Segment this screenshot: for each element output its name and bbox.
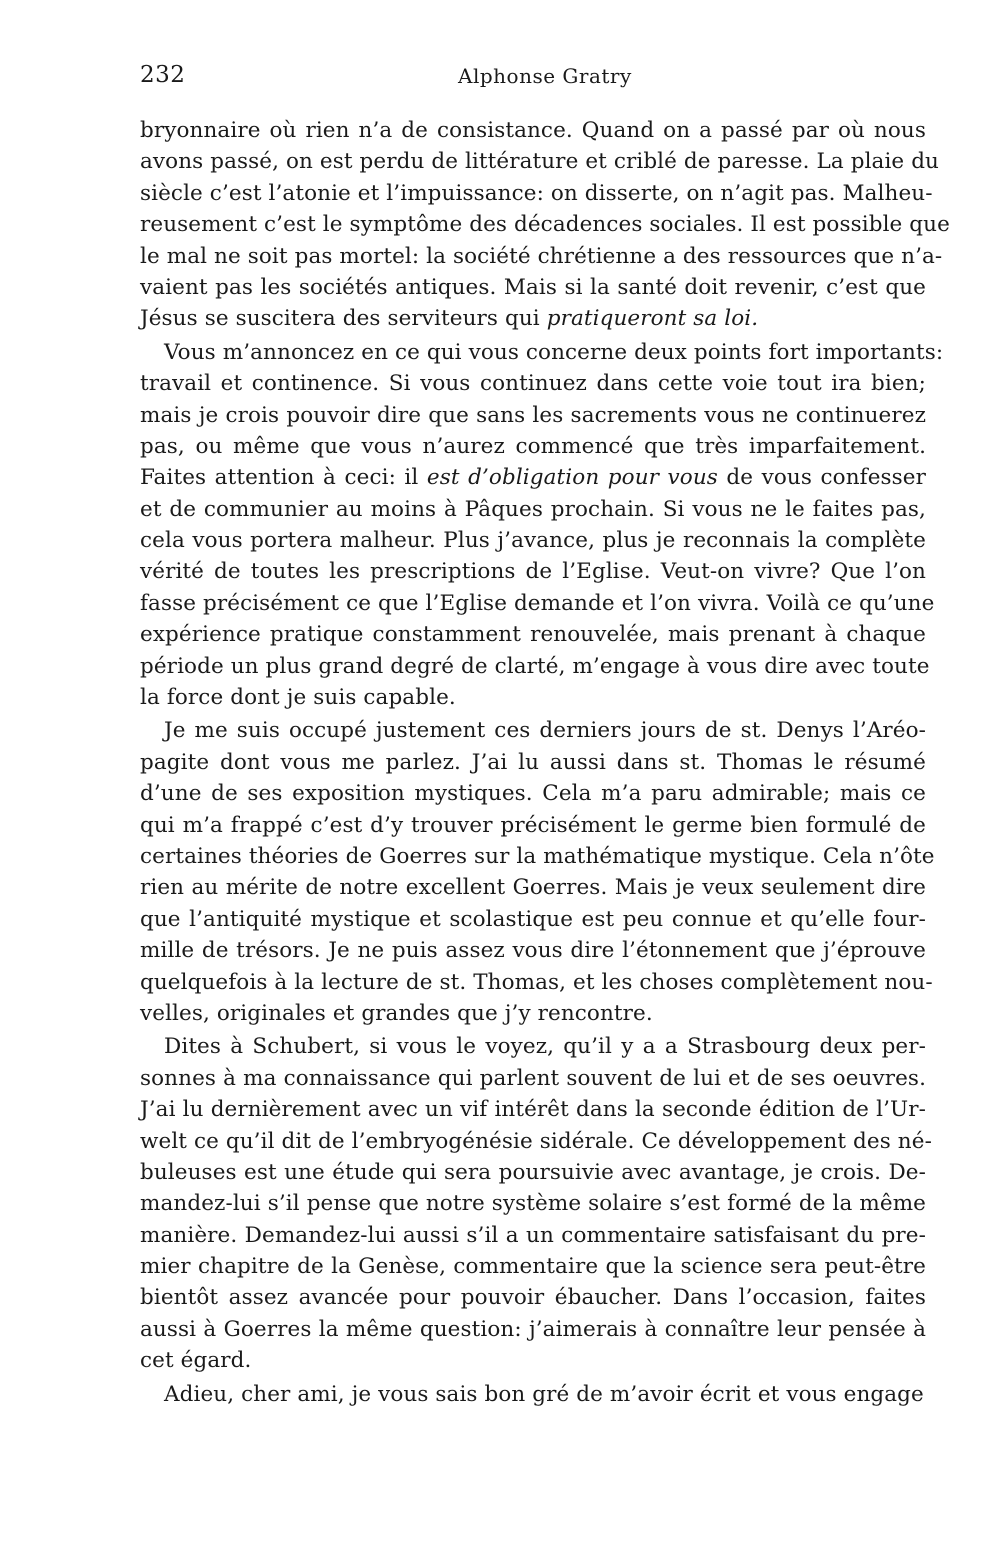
text-line (140, 715, 926, 746)
text-line (140, 400, 926, 431)
text-line (140, 241, 943, 272)
text-segment: quelquefois à la lecture de st. Thomas, et les choses complètement nou- (140, 969, 933, 995)
text-segment: J’ai lu dernièrement avec un vif intérêt dans la seconde édition de l’Ur- (140, 1097, 926, 1123)
text-segment: cela vous portera malheur. Plus j’avance, plus je reconnais la complète (140, 528, 926, 554)
text-line (140, 967, 933, 998)
text-line (140, 272, 926, 303)
text-line (140, 904, 926, 935)
text-line (140, 1314, 926, 1345)
text-segment: mille de trésors. Je ne puis assez vous dire l’étonnement que j’éprouve (140, 938, 926, 964)
text-line (140, 178, 933, 209)
text-segment: travail et continence. Si vous continuez dans cette voie tout ira bien; (140, 371, 926, 397)
text-segment: le mal ne soit pas mortel: la société chrétienne a des ressources que n’a- (140, 243, 943, 269)
text-line (140, 431, 926, 462)
text-segment: Je me suis occupé justement ces derniers jours de st. Denys l’Aréo- (164, 718, 926, 744)
text-line (140, 209, 950, 240)
text-segment: vérité de toutes les prescriptions de l’Eglise. Veut-on vivre? Que l’on (140, 559, 926, 585)
text-line (140, 525, 926, 556)
text-line (140, 1345, 926, 1376)
text-segment: bientôt assez avancée pour pouvoir ébaucher. Dans l’occasion, faites (140, 1285, 926, 1311)
text-line (140, 935, 926, 966)
text-line (140, 778, 926, 809)
italic-text: pratiqueront sa loi. (546, 306, 759, 332)
text-segment: mais je crois pouvoir dire que sans les sacrements vous ne continuerez (140, 402, 926, 428)
text-segment: bryonnaire où rien n’a de consistance. Quand on a passé par où nous (140, 118, 926, 143)
text-line (140, 337, 944, 368)
text-segment: reusement c’est le symptôme des décadences sociales. Il est possible que (140, 212, 950, 238)
text-line (140, 1251, 926, 1282)
text-segment: welt ce qu’il dit de l’embryogénésie sidérale. Ce développement des né- (140, 1128, 932, 1154)
text-line (140, 1031, 926, 1062)
text-line (140, 619, 926, 650)
page-number: 232 (140, 62, 186, 88)
text-segment: Vous m’annoncez en ce qui vous concerne deux points fort importants: (164, 339, 944, 365)
text-segment: et de communier au moins à Pâques prochain. Si vous ne le faites pas, (140, 496, 926, 522)
text-line (140, 556, 926, 587)
text-line (140, 494, 926, 525)
text-segment: que l’antiquité mystique et scolastique est peu connue et qu’elle four- (140, 906, 926, 932)
paragraph (140, 1379, 926, 1410)
text-segment: manière. Demandez-lui aussi s’il a un commentaire satisfaisant du pre- (140, 1222, 926, 1248)
text-line (140, 872, 926, 903)
text-segment: Dites à Schubert, si vous le voyez, qu’il y a a Strasbourg deux per- (164, 1034, 926, 1060)
text-line (140, 1188, 926, 1219)
text-segment: Faites attention à ceci: il (140, 465, 427, 491)
text-segment: d’une de ses exposition mystiques. Cela m’a paru admirable; mais ce (140, 781, 926, 807)
paragraph (140, 715, 935, 1029)
body-text (140, 115, 950, 1410)
text-segment: buleuses est une étude qui sera poursuivie avec avantage, je crois. De- (140, 1159, 926, 1185)
text-segment: pagite dont vous me parlez. J’ai lu aussi dans st. Thomas le résumé (140, 749, 926, 775)
paragraph (140, 1031, 932, 1376)
text-line (140, 368, 926, 399)
paragraph (140, 115, 950, 335)
text-segment: mier chapitre de la Genèse, commentaire que la science sera peut-être (140, 1254, 926, 1280)
text-line (140, 1126, 932, 1157)
text-line (140, 841, 935, 872)
text-line (140, 998, 926, 1029)
text-segment: qui m’a frappé c’est d’y trouver précisément le germe bien formulé de (140, 812, 926, 838)
text-line (140, 1157, 926, 1188)
text-line (140, 747, 926, 778)
text-segment: fasse précisément ce que l’Eglise demande et l’on vivra. Voilà ce qu’une (140, 590, 935, 616)
italic-text: est d’obligation pour vous (426, 465, 718, 491)
paragraph (140, 337, 944, 714)
text-segment: pas, ou même que vous n’aurez commencé que très imparfaitement. (140, 433, 926, 459)
text-segment: certaines théories de Goerres sur la mathématique mystique. Cela n’ôte (140, 843, 935, 869)
text-segment: expérience pratique constamment renouvelée, mais prenant à chaque (140, 622, 926, 648)
text-segment: de vous confesser (717, 465, 926, 491)
text-line (140, 651, 930, 682)
text-line (140, 682, 926, 713)
text-line (140, 115, 926, 146)
text-line (140, 1282, 926, 1313)
text-line (140, 146, 940, 177)
text-line (140, 1094, 926, 1125)
text-segment: avons passé, on est perdu de littérature et criblé de paresse. La plaie du (140, 149, 940, 175)
text-segment: période un plus grand degré de clarté, m’engage à vous dire avec toute (140, 653, 930, 679)
text-line (140, 810, 926, 841)
text-line (140, 1379, 926, 1410)
text-segment: Jésus se suscitera des serviteurs qui (140, 306, 547, 332)
page-header (140, 62, 926, 92)
running-head: Alphonse Gratry (458, 64, 632, 88)
text-line (140, 462, 926, 493)
text-line (140, 1063, 926, 1094)
text-segment: la force dont je suis capable. (140, 685, 456, 711)
text-segment: cet égard. (140, 1348, 252, 1374)
text-line (140, 1220, 926, 1251)
text-segment: sonnes à ma connaissance qui parlent souvent de lui et de ses oeuvres. (140, 1065, 926, 1091)
text-segment: siècle c’est l’atonie et l’impuissance: on disserte, on n’agit pas. Malheu- (140, 180, 933, 206)
text-segment: Adieu, cher ami, je vous sais bon gré de m’avoir écrit et vous engage (164, 1381, 924, 1407)
text-line (140, 303, 926, 334)
text-segment: rien au mérite de notre excellent Goerres. Mais je veux seulement dire (140, 875, 926, 901)
text-segment: vaient pas les sociétés antiques. Mais si la santé doit revenir, c’est que (140, 274, 926, 300)
text-segment: mandez-lui s’il pense que notre système solaire s’est formé de la même (140, 1191, 926, 1217)
text-line (140, 588, 935, 619)
text-segment: aussi à Goerres la même question: j’aimerais à connaître leur pensée à (140, 1316, 926, 1342)
text-segment: velles, originales et grandes que j’y rencontre. (140, 1000, 653, 1026)
